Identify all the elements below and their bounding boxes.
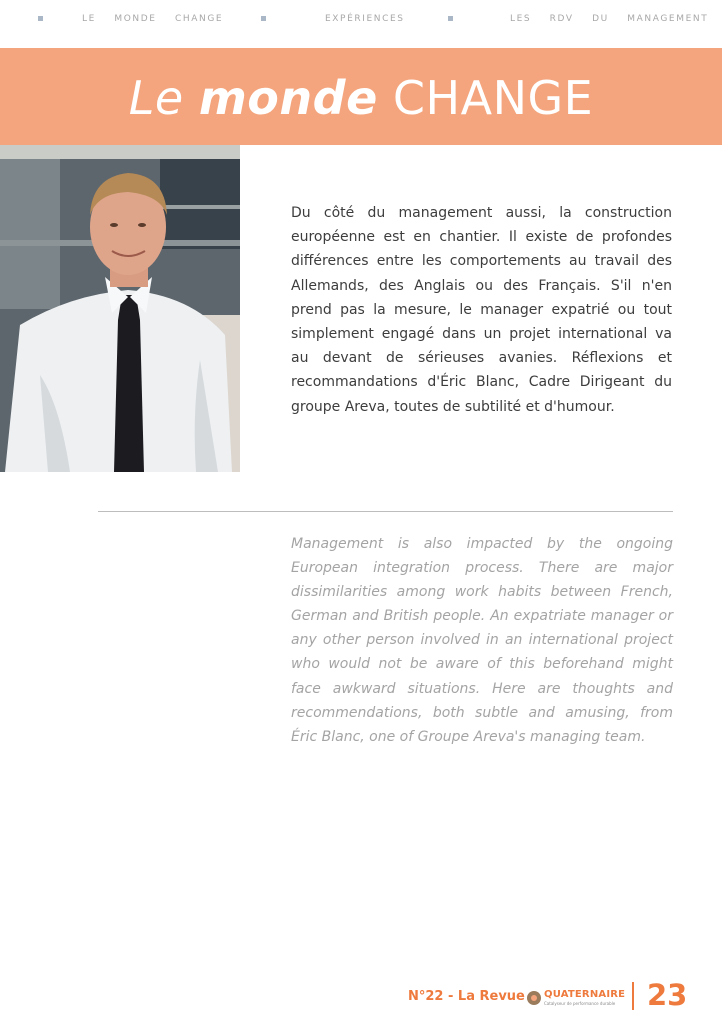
title-word-monde: monde	[198, 71, 378, 125]
page-number: 23	[647, 978, 688, 1012]
page-title	[0, 71, 722, 125]
issue-label: N°22 - La Revue	[408, 989, 525, 1004]
logo-tagline: Catalyseur de performance durable	[544, 1001, 616, 1006]
intro-text-fr: Du côté du management aussi, la construction européenne est en chantier. Il existe de profondes différences entre les comportements au travail des Allemands, des Anglais ou des Français. S'il n'en prend pas la mesure, le manager expatrié ou tout simplement engagé dans un projet international va au devant de sérieuses avanies. Réflexions et recommandations d'Éric Blanc, Cadre Dirigeant du groupe Areva, toutes de subtilité et d'humour.	[291, 205, 672, 415]
quaternaire-logo	[527, 987, 626, 1009]
nav-bullet	[261, 16, 266, 21]
intro-text-en: Management is also impacted by the ongoing European integration process. There are major dissimilarities among work habits between French, German and British people. An expatriate manager or any other person involved in an international project who would not be aware of this beforehand might face awkward situations. Here are thoughts and recommendations, both subtle and amusing, from Éric Blanc, one of Groupe Areva's managing team.	[291, 536, 673, 745]
title-word-change: CHANGE	[392, 71, 594, 125]
portrait-photo	[0, 145, 240, 472]
logo-mark-icon	[527, 991, 541, 1005]
nav-item-rdv-management[interactable]: LES RDV DU MANAGEMENT	[510, 14, 709, 24]
nav-bullet	[38, 16, 43, 21]
title-word-le: Le	[128, 71, 184, 125]
footer-separator	[632, 982, 634, 1010]
title-banner	[0, 48, 722, 145]
nav-bullet	[448, 16, 453, 21]
logo-name: QUATERNAIRE	[544, 989, 626, 1000]
top-navigation	[0, 0, 722, 38]
nav-item-le-monde-change[interactable]: LE MONDE CHANGE	[82, 14, 224, 24]
section-divider	[98, 511, 673, 512]
nav-item-experiences[interactable]: EXPÉRIENCES	[325, 14, 405, 24]
